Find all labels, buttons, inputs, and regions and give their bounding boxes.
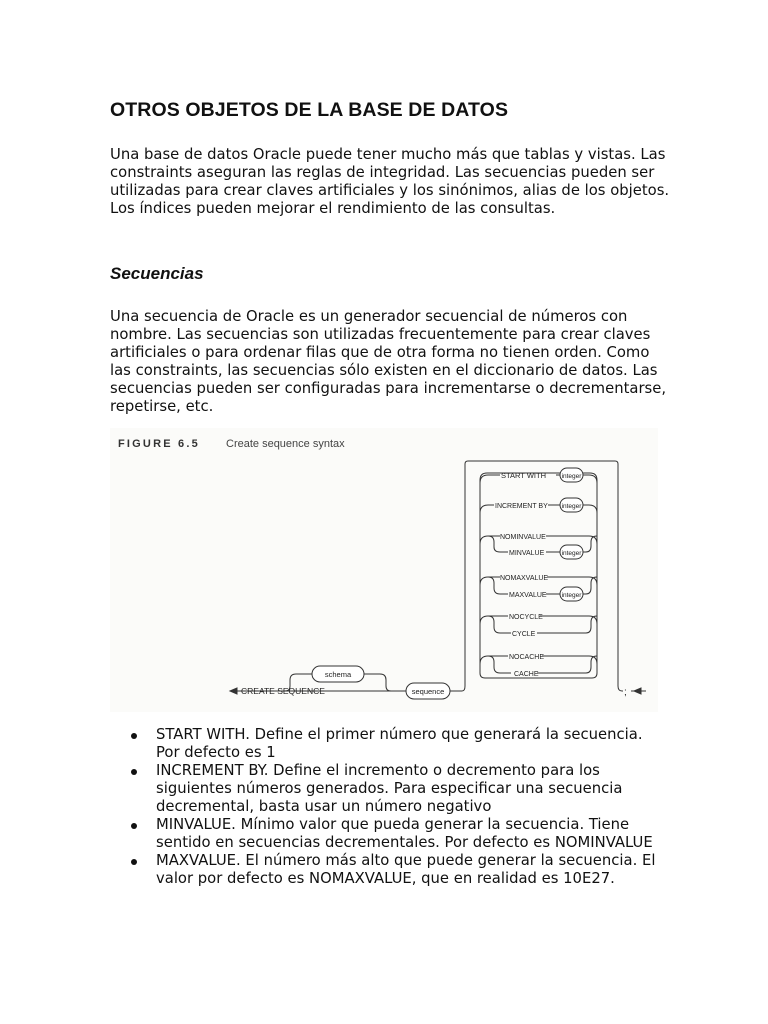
- integer-label-start: integer: [561, 473, 582, 480]
- list-item-text: START WITH. Define el primer número que generará la secuencia. Por defecto es 1: [156, 726, 643, 761]
- list-item: [110, 726, 670, 762]
- intro-paragraph: Una base de datos Oracle puede tener mucho más que tablas y vistas. Las constraints aseguran las reglas de integridad. Las secuencias pueden ser utilizadas para crear claves artificiales y los sinónimos, alias de los objetos. Los índices pueden mejorar el rendimiento de las consultas.: [110, 146, 670, 217]
- page-title: OTROS OBJETOS DE LA BASE DE DATOS: [110, 99, 509, 121]
- section-paragraph: Una secuencia de Oracle es un generador secuencial de números con nombre. Las secuencias son utilizadas frecuentemente para crear claves artificiales o para ordenar filas que de otra forma no tienen orden. Como las constraints, las secuencias sólo existen en el diccionario de datos. Las secuencias pueden ser configuradas para incrementarse o decrementarse, repetirse, etc.: [110, 308, 667, 415]
- cache-keyword: CACHE: [514, 671, 539, 678]
- figure-label: FIGURE 6.5: [118, 438, 200, 450]
- list-item-text: INCREMENT BY. Define el incremento o decremento para los siguientes números generados. Para especificar una secuencia decremental, basta usar un número negativo: [156, 762, 623, 815]
- nominvalue-keyword: NOMINVALUE: [500, 534, 546, 541]
- integer-label-min: integer: [561, 550, 582, 557]
- syntax-figure: [110, 428, 658, 712]
- list-item-text: MAXVALUE. El número más alto que puede generar la secuencia. El valor por defecto es NOMAXVALUE, que en realidad es 10E27.: [156, 852, 656, 887]
- nomaxvalue-keyword: NOMAXVALUE: [500, 575, 549, 582]
- integer-label-max: integer: [561, 592, 582, 599]
- section-heading: Secuencias: [110, 264, 204, 283]
- list-item: [110, 762, 670, 816]
- bullet-icon: [131, 769, 137, 775]
- list-item-text: MINVALUE. Mínimo valor que pueda generar la secuencia. Tiene sentido en secuencias decrementales. Por defecto es NOMINVALUE: [156, 816, 653, 851]
- minvalue-keyword: MINVALUE: [509, 550, 545, 557]
- bullet-icon: [131, 733, 137, 739]
- sequence-label: sequence: [411, 687, 445, 696]
- maxvalue-keyword: MAXVALUE: [509, 592, 547, 599]
- cycle-keyword: CYCLE: [512, 631, 536, 638]
- create-sequence-keyword: CREATE SEQUENCE: [241, 686, 325, 696]
- integer-label-increment: integer: [561, 503, 582, 510]
- nocycle-keyword: NOCYCLE: [509, 614, 543, 621]
- syntax-diagram: [110, 428, 658, 712]
- terminator-symbol: ;: [624, 687, 627, 698]
- bullet-icon: [131, 859, 137, 865]
- nocache-keyword: NOCACHE: [509, 654, 545, 661]
- bullet-icon: [131, 823, 137, 829]
- figure-caption: Create sequence syntax: [226, 438, 345, 450]
- schema-label: schema: [324, 670, 352, 679]
- list-item: [110, 852, 670, 888]
- increment-by-keyword: INCREMENT BY: [495, 503, 548, 510]
- list-item: [110, 816, 670, 852]
- start-with-keyword: START WITH: [501, 471, 546, 480]
- bullet-list: [110, 726, 670, 888]
